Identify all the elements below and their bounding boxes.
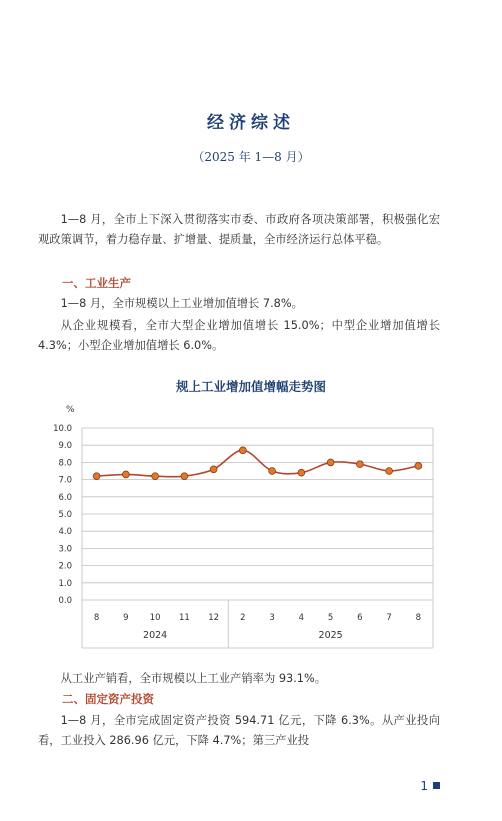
data-point (93, 473, 100, 480)
y-tick-label: 8.0 (58, 458, 72, 469)
y-axis-label: % (66, 405, 75, 415)
data-point (122, 471, 129, 478)
page-marker-icon (433, 782, 440, 789)
y-tick-label: 10.0 (53, 424, 72, 434)
x-tick-label: 2 (240, 613, 246, 623)
y-tick-label: 5.0 (58, 510, 72, 520)
data-point (269, 468, 276, 475)
page-number: 1 (420, 779, 428, 793)
y-tick-label: 1.0 (58, 578, 72, 589)
x-tick-label: 7 (386, 613, 392, 623)
x-tick-label: 6 (357, 613, 363, 623)
after-chart-paragraph: 从工业产销看，全市规模以上工业产销率为 93.1%。 (60, 672, 327, 685)
x-tick-label: 8 (415, 613, 422, 623)
section1-paragraph-1: 1—8 月，全市规模以上工业增加值增长 7.8%。 (60, 297, 303, 310)
data-point (239, 447, 246, 454)
data-point (415, 462, 422, 469)
section2-paragraph-1: 1—8 月，全市完成固定资产投资 594.71 亿元，下降 6.3%。从产业投向看，工业投入 286.96 亿元，下降 4.7%；第三产业投 (38, 714, 440, 747)
data-point (356, 461, 363, 468)
data-point (210, 466, 217, 473)
data-point (386, 468, 393, 475)
intro-paragraph: 1—8 月，全市上下深入贯彻落实市委、市政府各项决策部署，积极强化宏观政策调节，着力稳存量、扩增量、提质量，全市经济运行总体平稳。 (38, 213, 440, 246)
data-point (327, 459, 334, 466)
x-tick-label: 5 (327, 613, 334, 623)
x-tick-label: 12 (208, 613, 220, 623)
y-tick-label: 9.0 (58, 441, 72, 452)
section1-heading: 一、工业生产 (62, 276, 131, 290)
line-chart (40, 398, 450, 650)
x-group-label: 2024 (143, 630, 168, 641)
y-tick-label: 6.0 (58, 492, 72, 503)
data-point (152, 473, 159, 480)
y-tick-label: 0.0 (58, 596, 72, 606)
x-tick-label: 4 (298, 613, 305, 623)
y-tick-label: 2.0 (58, 561, 72, 572)
y-tick-label: 4.0 (58, 527, 72, 538)
section1-paragraph-2: 从企业规模看，全市大型企业增加值增长 15.0%；中型企业增加值增长 4.3%；小型企业增加值增长 6.0%。 (38, 319, 440, 352)
document-title: 经济综述 (207, 113, 295, 133)
x-tick-label: 10 (149, 613, 161, 623)
data-point (181, 473, 188, 480)
chart-title: 规上工业增加值增幅走势图 (175, 379, 326, 394)
series-line (97, 450, 419, 476)
x-tick-label: 8 (93, 613, 100, 623)
data-point (298, 469, 305, 476)
section2-heading: 二、固定资产投资 (62, 692, 154, 706)
x-tick-label: 11 (178, 613, 190, 623)
x-tick-label: 3 (269, 613, 275, 623)
document-subtitle: （2025 年 1—8 月） (192, 150, 310, 164)
y-tick-label: 3.0 (58, 544, 72, 555)
x-group-label: 2025 (318, 630, 343, 641)
x-tick-label: 9 (123, 613, 129, 623)
y-tick-label: 7.0 (58, 475, 72, 486)
